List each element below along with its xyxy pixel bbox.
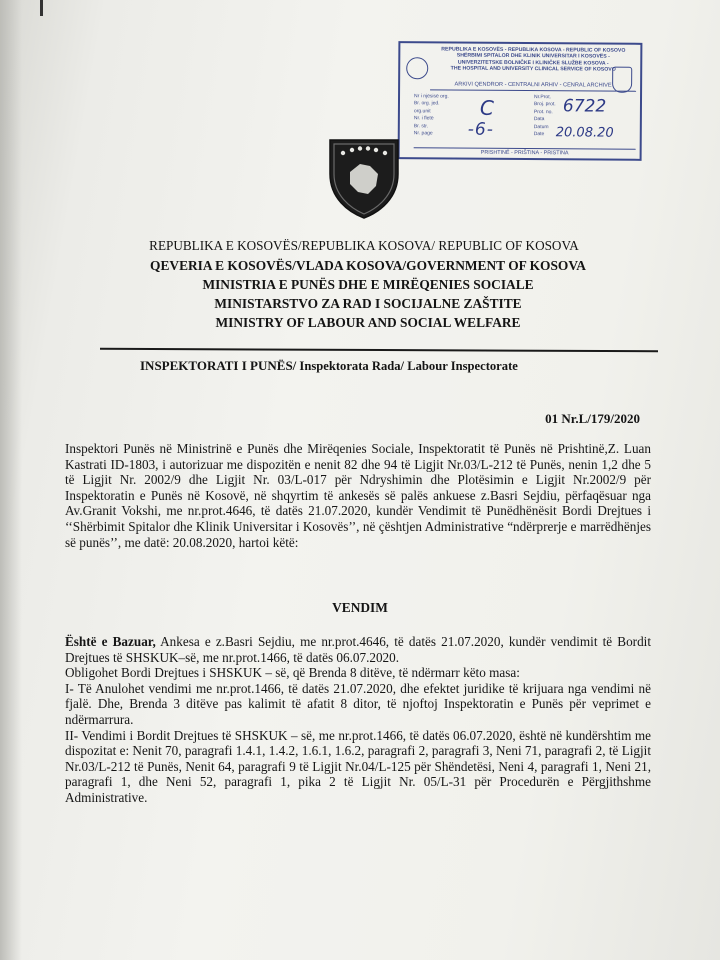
stamp-header-line: REPUBLIKA E KOSOVËS - REPUBLIKA KOSOVA - REPUBLIC OF KOSOVO — [441, 46, 626, 54]
decision-paragraph-4: II- Vendimi i Bordit Drejtues të SHSKUK – së, me nr.prot.1466, të datës 06.07.2020, është në kundërshtim me dispozitat e: Nenit 70, paragrafi 1.4.1, 1.4.2, 1.6.1, 1.6.2, paragrafi 2, paragrafi 3, Neni 71, paragrafi 2, të Ligjit Nr.03/L-212 të Punës, Nenit 64, paragrafi 9 të Ligjit Nr.04/L-125 për Shëndetësi, Neni 4, paragrafi 1, Neni 21, paragrafi 1, dhe Neni 52, paragrafi 1, pika 2 të Ligjit Nr. 05/L-31 për Procedurën e Përgjithshme Administrative. — [65, 727, 651, 805]
inspectorate-rest: Inspektorata Rada/ Labour Inspectorate — [296, 359, 518, 373]
stamp-emblem-left-icon — [406, 57, 428, 79]
stamp-label: Br. org. jed. — [413, 100, 440, 107]
stamp-label: Date — [533, 131, 545, 138]
stamp-place: PRISHTINË - PRIŠTINA - PRISTINA — [414, 147, 636, 157]
header-line-republic: REPUBLIKA E KOSOVËS/REPUBLIKA KOSOVA/ REPUBLIC OF KOSOVA — [149, 238, 579, 253]
stamp-label: Data — [533, 116, 545, 123]
stamp-handwritten-date: 20.08.20 — [555, 125, 614, 141]
reference-number: 01 Nr.L/179/2020 — [545, 411, 640, 426]
staple-mark — [40, 0, 43, 16]
stamp-handwritten-prot: 6722 — [562, 96, 607, 117]
stamp-handwritten-unit: C — [479, 95, 495, 120]
stamp-header-line: SHËRBIMI SPITALOR DHE KLINIK UNIVERSITAR I KOSOVËS - — [456, 52, 610, 61]
decision-body — [65, 634, 651, 806]
stamp-header-line: UNIVERZITETSKE BOLNIČKE I KLINIČKE SLUŽBE KOSOVA - — [457, 59, 609, 67]
header-line-ministry-sr: MINISTARSTVO ZA RAD I SOCIJALNE ZAŠTITE — [214, 296, 522, 311]
stamp-label: Nr.Prot. — [534, 94, 552, 101]
intro-paragraph: Inspektori Punës në Ministrinë e Punës dhe Mirëqenies Sociale, Inspektoratit të Punës në Prishtinë,Z. Luan Kastrati ID-1803, i autorizuar me dispozitën e nenit 82 dhe 94 të Ligjit Nr.03/L-212 të Punës, nenin 1,2 dhe 5 të Ligjit Nr. 2002/9 dhe Ligjit Nr. 03/L-017 për Ndryshimin dhe Plotësimin e Ligjit Nr.2002/9 për Inspektoratin e Punës në Kosovë, në shqyrtim të ankesës së palës ankuese z.Basri Sejdiu, përfaqësuar nga Av.Granit Vokshi, me nr.prot.4646, të datës 21.07.2020, kundër Vendimit të Punëdhënësit Bordi Drejtues i ‘‘Shërbimit Spitalor dhe Klinik Universitar i Kosovës’’, në çështjen Administrative “ndërprerje e marrëdhënjes së punës’’, me datë: 20.08.2020, hartoi këtë: — [65, 441, 651, 550]
decision-paragraph-3: I- Të Anulohet vendimi me nr.prot.1466, të datës 21.07.2020, dhe efektet juridike të krijuara nga vendimi në fjalë. Dhe, Brenda 3 ditëve pas kalimit të afatit 8 ditor, të njoftoj Inspektoratin e Punës për veprimet e ndërmarrura. — [65, 680, 651, 727]
decision-lead: Është e Bazuar, — [65, 634, 156, 649]
stamp-label: Nr. page — [413, 130, 433, 137]
decision-p1-text: Ankesa e z.Basri Sejdiu, me nr.prot.4646, të datës 21.07.2020, kundër vendimit të Bordit Drejtues të SHSKUK–së, me nr.prot.1466, të datës 06.07.2020. — [65, 634, 651, 665]
inspectorate-line — [140, 358, 518, 374]
stamp-label: Prot. no. — [533, 108, 553, 116]
inspectorate-bold: INSPEKTORATI I PUNËS/ — [140, 358, 297, 373]
stamp-label: Br. str. — [413, 122, 429, 129]
stamp-left-labels — [414, 93, 449, 138]
decision-paragraph-2: Obligohet Bordi Drejtues i SHSKUK – së, që Brenda 8 ditëve, të ndërmarr këto masa: — [65, 665, 520, 681]
stamp-label: Nr i njësisë org. — [414, 93, 449, 100]
stamp-header-line: THE HOSPITAL AND UNIVERSITY CLINICAL SERVICE OF KOSOVO — [450, 65, 616, 73]
kosovo-coat-of-arms-icon — [326, 136, 402, 220]
header-line-ministry-en: MINISTRY OF LABOUR AND SOCIAL WELFARE — [215, 315, 521, 330]
archive-stamp — [398, 41, 643, 161]
stamp-label: org.unit — [413, 108, 431, 115]
header-line-government: QEVERIA E KOSOVËS/VLADA KOSOVA/GOVERNMENT OF KOSOVA — [150, 258, 586, 273]
decision-title: VENDIM — [332, 600, 388, 615]
stamp-archive: ARKIVI QENDROR - CENTRALNI ARHIV - CENRAL ARCHIVE — [430, 81, 636, 91]
header-divider — [100, 348, 658, 352]
stamp-label: Nr. i fletë — [413, 115, 434, 122]
stamp-right-labels — [534, 94, 556, 139]
stamp-header — [430, 46, 636, 73]
page-edge-shadow — [0, 0, 22, 960]
decision-paragraph-1 — [65, 634, 651, 665]
header-line-ministry-sq: MINISTRIA E PUNËS DHE E MIRËQENIES SOCIALE — [202, 277, 534, 292]
stamp-handwritten-pages: -6- — [467, 119, 494, 140]
stamp-label: Datum — [533, 123, 549, 130]
stamp-label: Broj. prot. — [533, 101, 556, 108]
